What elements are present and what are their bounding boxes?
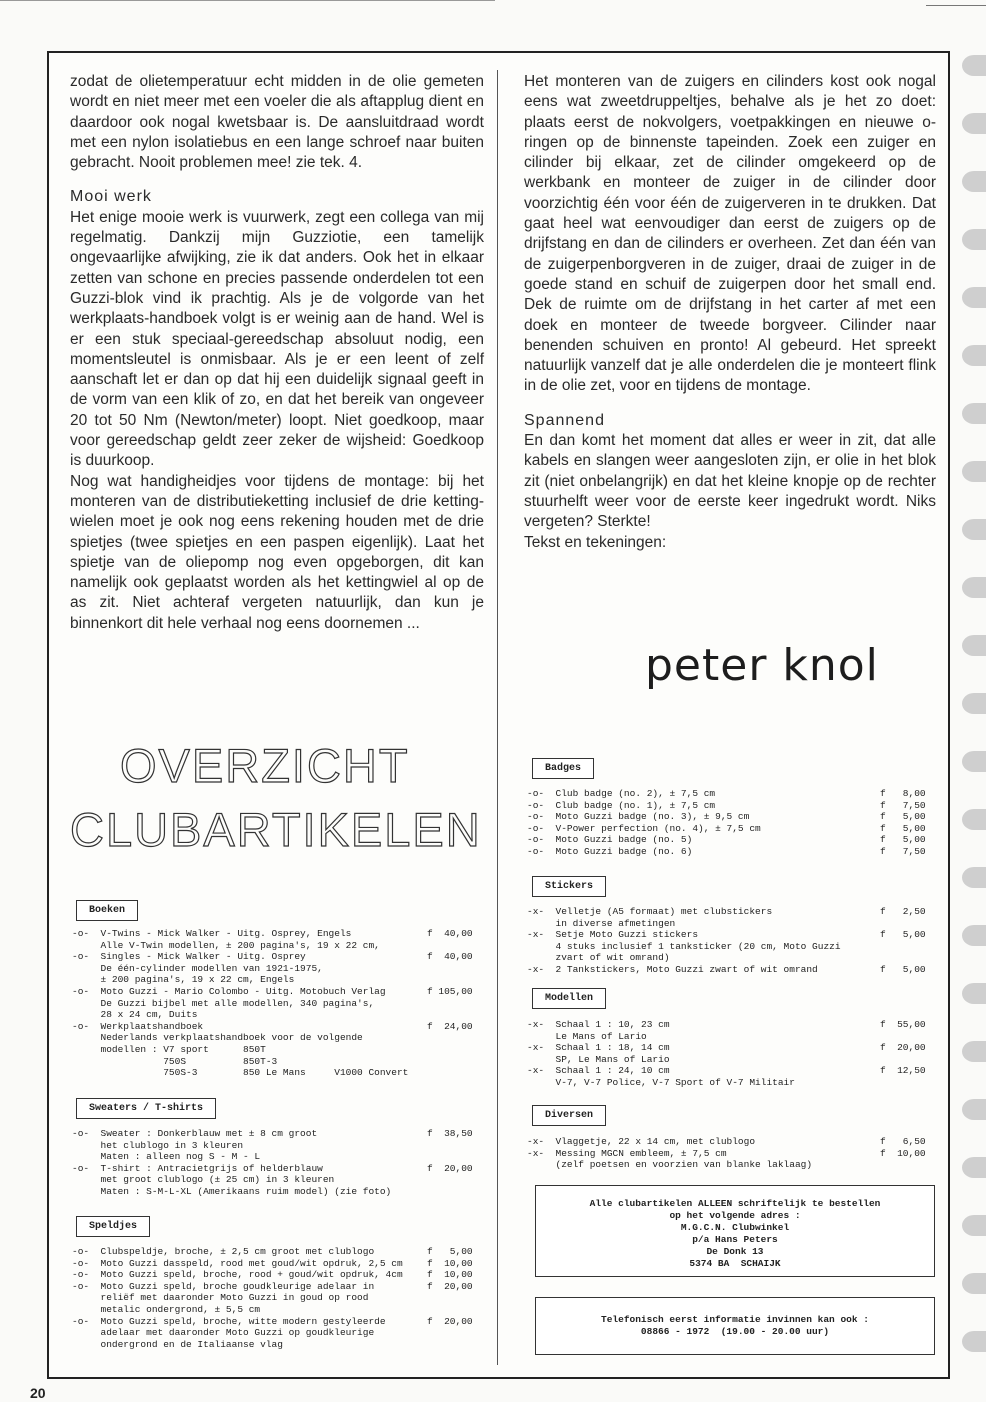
order-address-box: Alle clubartikelen ALLEEN schriftelijk te bestellen op het volgende adres : M.G.C.N. Clubwinkel p/a Hans Peters De Donk 13 5374 BA SCHAIJK <box>535 1185 935 1277</box>
credit-text: Tekst en tekeningen: <box>524 533 667 551</box>
section-title-stickers: Stickers <box>532 876 606 897</box>
badges-prices: f 8,00 f 7,50 f 5,00 f 5,00 f 5,00 f 7,50 <box>880 788 926 857</box>
modellen-prices: f 55,00 f 20,00 f 12,50 <box>880 1019 926 1077</box>
sweaters-prices: f 38,50 f 20,00 <box>427 1128 473 1174</box>
binder-hole <box>962 693 986 714</box>
modellen-list: -x- Schaal 1 : 10, 23 cm Le Mans of Lario -x- Schaal 1 : 18, 14 cm SP, Le Mans of Lario -x- Schaal 1 : 24, 10 cm V-7, V-7 Police, V-7 Sport of V-7 Militair <box>527 1019 795 1088</box>
section-title-boeken: Boeken <box>76 900 138 921</box>
boeken-prices: f 40,00 f 40,00 f 105,00 f 24,00 <box>427 928 473 1032</box>
left-column <box>70 72 484 634</box>
phone-info-box: Telefonisch eerst informatie invinnen kan ook : 08866 - 1972 (19.00 - 20.00 uur) <box>535 1297 935 1355</box>
binder-hole <box>962 867 986 888</box>
badges-list: -o- Club badge (no. 2), ± 7,5 cm -o- Club badge (no. 1), ± 7,5 cm -o- Moto Guzzi badge (no. 3), ± 9,5 cm -o- V-Power perfection (no. 4), ± 7,5 cm -o- Moto Guzzi badge (no. 5) -o- Moto Guzzi badge (no. 6) <box>527 788 761 857</box>
corner-rule <box>926 0 986 6</box>
binder-hole <box>962 55 986 76</box>
binder-hole <box>962 983 986 1004</box>
column-divider <box>497 70 498 1365</box>
binder-hole <box>962 751 986 772</box>
right-paragraph-2: En dan komt het moment dat alles er weer in zit, dat alle kabels en slangen weer aangesloten zijn, er olie in het blok zit (niet onbelangrijk) en dat het kleine knopje op de rechter stuurhelft weer voor de eerste keer ingedrukt wordt. Niks vergeten? Sterkte! <box>524 432 936 531</box>
binder-hole <box>962 461 986 482</box>
left-paragraph-3: Nog wat handigheidjes voor tijdens de montage: bij het monteren van de distributieketting inclusief de drie ketting-wielen moet je ook nog eens rekening houden met de drie spietjes (twee spietjes en een paspen eigenlijk). Laat het spietje van de oliepomp nog even opgeborgen, dit kan namelijk ook geplaatst worden als het kettingwiel al op de as zit. Niet achteraf vergeten natuurlijk, dan kun je binnenkort dit hele verhaal nog eens doornemen ... <box>70 472 484 632</box>
diversen-prices: f 6,50 f 10,00 <box>880 1136 926 1159</box>
binder-hole <box>962 925 986 946</box>
stickers-prices: f 2,50 f 5,00 f 5,00 <box>880 906 926 975</box>
section-title-badges: Badges <box>532 758 594 779</box>
left-paragraph-2: Het enige mooie werk is vuurwerk, zegt een collega van mij regelmatig. Dankzij mijn Guzziotie, een tamelijk ongevaarlijke afwijking, zie ik dat anders. Ook het in elkaar zetten van schone en precies passende onderdelen tot een Guzzi-blok vind ik prachtig. Als je de volgorde van het werkplaats-handboek volgt is er weinig aan de hand. Wel is er een stuk speciaal-gereedschap absoluut nodig, een momentsleutel is onmisbaar. Als je er een leent of zelf aanschaft let er dan op dat hij een duidelijk signaal geeft in de vorm van een klik of zo, en dat het bereik van ongeveer 20 tot 50 Nm (Newton/meter) loopt. Niet goedkoop, maar voor gereedschap geldt zeer zeker de wijsheid: Goedkoop is duurkoop. <box>70 208 484 470</box>
binder-hole <box>962 1215 986 1236</box>
speldjes-prices: f 5,00 f 10,00 f 10,00 f 20,00 f 20,00 <box>427 1246 473 1327</box>
heading-spannend: Spannend <box>524 411 605 429</box>
speldjes-list: -o- Clubspeldje, broche, ± 2,5 cm groot met clublogo -o- Moto Guzzi dasspeld, rood met goud/wit opdruk, 2,5 cm -o- Moto Guzzi speld, broche, rood + goud/wit opdruk, 4cm -o- Moto Guzzi speld, broche goudkleurige adelaar in reliëf met daaronder Moto Guzzi in goud op rood metalic ondergrond, ± 5,5 cm -o- Moto Guzzi speld, broche, witte modern gestyleerde adelaar met daaronder Moto Guzzi op goudkleurige ondergrond en de Italiaanse vlag <box>72 1246 403 1350</box>
overview-title-line2: CLUBARTIKELEN <box>70 803 482 856</box>
binder-hole <box>962 519 986 540</box>
section-title-diversen: Diversen <box>532 1105 606 1126</box>
left-paragraph-1: zodat de olietemperatuur echt midden in de olie gemeten wordt en niet meer met een voeler die als aftapplug dient en daardoor ook nogal kwetsbaar is. De aansluitdraad wordt met een nylon isolatiebus en een lange schroef naar buiten gebracht. Nooit problemen mee! zie tek. 4. <box>70 73 484 172</box>
signature-logo: peter knol <box>645 640 879 691</box>
binder-hole <box>962 809 986 830</box>
top-rule <box>0 0 495 1</box>
binder-hole <box>962 577 986 598</box>
binder-hole <box>962 403 986 424</box>
stickers-list: -x- Velletje (A5 formaat) met clubstickers in diverse afmetingen -x- Setje Moto Guzzi stickers 4 stuks inclusief 1 tanksticker (20 cm, Moto Guzzi zvart of wit omrand) -x- 2 Tankstickers, Moto Guzzi zwart of wit omrand <box>527 906 841 975</box>
binder-hole <box>962 1273 986 1294</box>
boeken-list: -o- V-Twins - Mick Walker - Uitg. Osprey, Engels Alle V-Twin modellen, ± 200 pagina's, 19 x 22 cm, -o- Singles - Mick Walker - Uitg. Osprey De één-cylinder modellen van 1921-1975, ± 200 pagina's, 19 x 22 cm, Engels -o- Moto Guzzi - Mario Colombo - Uitg. Motobuch Verlag De Guzzi bijbel met alle modellen, 340 pagina's, 28 x 24 cm, Duits -o- Werkplaatshandboek Nederlands verkplaatshandboek voor de volgende modellen : V7 sport 850T 750S 850T-3 750S-3 850 Le Mans V1000 Convert <box>72 928 409 1079</box>
binder-hole <box>962 229 986 250</box>
binder-hole <box>962 1099 986 1120</box>
diversen-list: -x- Vlaggetje, 22 x 14 cm, met clublogo -x- Messing MGCN embleem, ± 7,5 cm (zelf poetsen en voorzien van blanke laklaag) <box>527 1136 813 1171</box>
sweaters-list: -o- Sweater : Donkerblauw met ± 8 cm groot het clublogo in 3 kleuren Maten : alleen nog S - M - L -o- T-shirt : Antracietgrijs of helderblauw met groot clublogo (± 25 cm) in 3 kleuren Maten : S-M-L-XL (Amerikaans ruim model) (zie foto) <box>72 1128 392 1197</box>
binder-hole <box>962 171 986 192</box>
binder-hole <box>962 1157 986 1178</box>
binder-hole <box>962 1041 986 1062</box>
binder-hole <box>962 635 986 656</box>
page-number: 20 <box>30 1385 46 1401</box>
section-title-modellen: Modellen <box>532 988 606 1009</box>
right-column <box>524 72 936 553</box>
right-paragraph-1: Het monteren van de zuigers en cilinders kost ook nogal eens wat zweetdruppeltjes, behalve als je het zo doet: plaats eerst de nokvolgers, voetpakkingen en nieuwe o-ringen op de binnenste tapeinden. Zoek een zuiger en cilinder bij elkaar, zet de cilinder omgekeerd op de werkbank en monteer de zuiger in de cilinder door voorzichtig één voor één de zuigerveren in te drukken. Dat gaat heel wat eenvoudiger dan eerst de zuigers op de drijfstang en dan de cilinders er overheen. Zet dan één van de zuigerpenborgveren in de zuiger, draai de zuiger in de goede stand en schuif de zuigerpen door het small end. Dek de ruimte om de drijfstang in het carter af met een doek en monteer de tweede borgveer. Cilinder naar benenden schuiven en pronto! Al gebeurd. Het spreekt natuurlijk vanzelf dat je alle onderdelen die je monteert flink in de olie zet, voor en tijdens de montage. <box>524 73 936 395</box>
section-title-speldjes: Speldjes <box>76 1216 150 1237</box>
overview-title-line1: OVERZICHT <box>120 739 410 792</box>
binder-hole <box>962 1331 986 1352</box>
heading-mooi-werk: Mooi werk <box>70 188 152 206</box>
binder-hole <box>962 113 986 134</box>
section-title-sweaters: Sweaters / T-shirts <box>76 1098 216 1119</box>
binder-hole <box>962 287 986 308</box>
binder-hole <box>962 345 986 366</box>
